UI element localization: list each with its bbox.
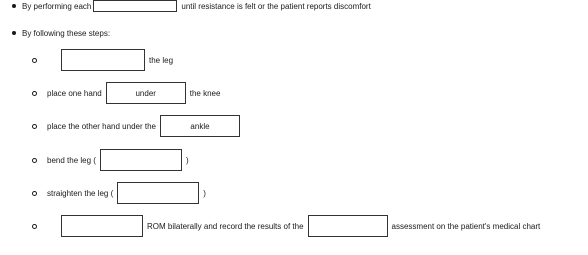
sub-bullet-icon [32, 124, 37, 129]
blank-field-8[interactable] [308, 215, 388, 237]
step-2-text-after: the knee [189, 88, 221, 98]
blank-field-7[interactable] [61, 215, 143, 237]
sub-bullet-icon [32, 58, 37, 63]
blank-field-5[interactable] [100, 149, 182, 171]
step-4 [32, 149, 189, 171]
blank-field-1[interactable] [93, 0, 177, 12]
bullet-icon [12, 31, 16, 35]
step-1 [32, 49, 173, 71]
step-2-text-before: place one hand [47, 88, 102, 98]
sub-bullet-icon [32, 224, 37, 229]
step-3-text-before: place the other hand under the [47, 121, 156, 131]
step-1-text: the leg [149, 55, 174, 65]
intro-line [12, 0, 371, 12]
blank-field-3[interactable]: under [106, 82, 186, 104]
step-5-text-after: ) [203, 188, 206, 198]
steps-heading: By following these steps: [22, 28, 111, 38]
sub-bullet-icon [32, 91, 37, 96]
step-6 [32, 215, 540, 237]
step-5-text-before: straighten the leg ( [47, 188, 114, 198]
step-6-text-after: assessment on the patient's medical chart [391, 221, 541, 231]
sub-bullet-icon [32, 191, 37, 196]
step-5 [32, 182, 206, 204]
sub-bullet-icon [32, 158, 37, 163]
bullet-icon [12, 4, 16, 8]
blank-field-4[interactable]: ankle [160, 115, 240, 137]
intro-text-after: until resistance is felt or the patient reports discomfort [181, 1, 371, 11]
step-2 [32, 82, 220, 104]
step-4-text-after: ) [185, 155, 189, 165]
blank-field-6[interactable] [117, 182, 199, 204]
blank-field-2[interactable] [61, 49, 145, 71]
step-4-text-before: bend the leg ( [47, 155, 96, 165]
step-3 [32, 115, 240, 137]
steps-heading-line [12, 27, 110, 39]
step-6-text-middle: ROM bilaterally and record the results of the [147, 221, 304, 231]
intro-text-before: By performing each [22, 1, 92, 11]
